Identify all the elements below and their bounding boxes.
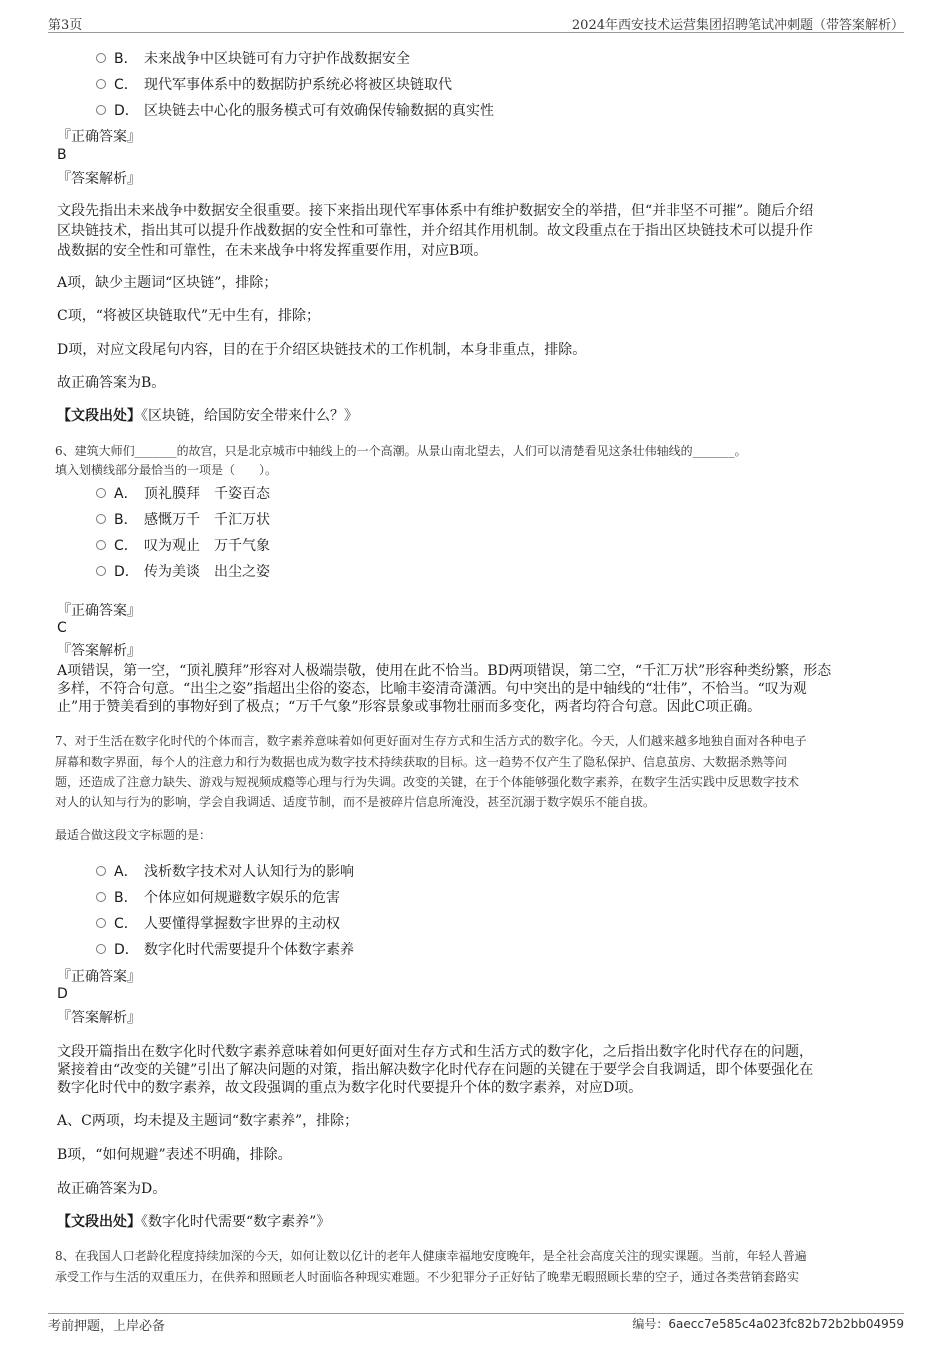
q5-conclusion: 故正确答案为B。: [57, 375, 166, 391]
q6-option-b[interactable]: B． 感慨万千 千汇万状: [96, 509, 270, 529]
radio-icon[interactable]: [96, 105, 106, 115]
radio-icon[interactable]: [96, 866, 106, 876]
q6-analysis-line: 多样，不符合句意。“出尘之姿”指超出尘俗的姿态，比喻丰姿清奇潇洒。句中突出的是中轴线的“壮伟”，不恰当。“叹为观: [57, 681, 807, 697]
q5-option-b[interactable]: B． 未来战争中区块链可有力守护作战数据安全: [96, 48, 410, 68]
q7-source: 【文段出处】《数字化时代需要“数字素养”》: [57, 1214, 331, 1230]
q7-prompt: 最适合做这段文字标题的是：: [55, 828, 212, 842]
q5-note-c: C项，“将被区块链取代”无中生有，排除；: [57, 308, 321, 324]
q5-analysis-line: 文段先指出未来战争中数据安全很重要。接下来指出现代军事体系中有维护数据安全的举措，但“并非坚不可摧”。随后介绍: [57, 203, 814, 219]
q5-analysis-line: 区块链技术，指出其可以提升作战数据的安全性和可靠性，并介绍其作用机制。故文段重点在于指出区块链技术可以提升作: [57, 223, 813, 239]
q7-option-b[interactable]: B． 个体应如何规避数字娱乐的危害: [96, 887, 340, 907]
page-number: 第3页: [48, 18, 83, 33]
q7-option-d[interactable]: D． 数字化时代需要提升个体数字素养: [96, 939, 354, 959]
q7-answer: D: [57, 986, 68, 1002]
q6-analysis-line: A项错误，第一空，“顶礼膜拜”形容对人极端崇敬，使用在此不恰当。BD两项错误，第二空，“千汇万状”形容种类纷繁，形态: [57, 663, 832, 679]
radio-icon[interactable]: [96, 79, 106, 89]
q8-stem-line: 承受工作与生活的双重压力，在供养和照顾老人时面临各种现实难题。不少犯罪分子正好钻了晚辈无暇照顾长辈的空子，通过各类营销套路实: [55, 1270, 800, 1284]
page-footer: [48, 1313, 904, 1334]
q5-note-d: D项，对应文段尾句内容，目的在于介绍区块链技术的工作机制，本身非重点，排除。: [57, 342, 587, 358]
q5-analysis-line: 战数据的安全性和可靠性，在未来战争中将发挥重要作用，对应B项。: [57, 243, 488, 259]
q6-answer: C: [57, 620, 67, 636]
q5-option-d[interactable]: D． 区块链去中心化的服务模式可有效确保传输数据的真实性: [96, 100, 494, 120]
q5-analysis-label: 『答案解析』: [57, 171, 141, 187]
q5-option-c[interactable]: C． 现代军事体系中的数据防护系统必将被区块链取代: [96, 74, 452, 94]
radio-icon[interactable]: [96, 488, 106, 498]
q7-note-ac: A、C两项，均未提及主题词“数字素养”，排除；: [57, 1113, 359, 1129]
q5-source: 【文段出处】《区块链，给国防安全带来什么？》: [57, 408, 358, 424]
radio-icon[interactable]: [96, 892, 106, 902]
q6-stem: 6、建筑大师们_______的故宫，只是北京城市中轴线上的一个高潮。从景山南北望去，人们可以清楚看见这条壮伟轴线的_______。: [55, 444, 747, 458]
q8-stem-line: 8、在我国人口老龄化程度持续加深的今天，如何让数以亿计的老年人健康幸福地安度晚年，是全社会高度关注的现实课题。当前，年轻人普遍: [55, 1249, 807, 1263]
q5-answer: B: [57, 147, 67, 163]
q7-analysis-label: 『答案解析』: [57, 1010, 141, 1026]
q6-option-a[interactable]: A． 顶礼膜拜 千姿百态: [96, 483, 270, 503]
page-header: [48, 12, 904, 33]
q7-stem-line: 题，还造成了注意力缺失、游戏与短视频成瘾等心理与行为失调。改变的关键，在于个体能够强化数字素养，在数字生活实践中反思数字技术: [55, 775, 800, 789]
q6-analysis-line: 止”用于赞美看到的事物好到了极点；“万千气象”形容景象或事物壮丽而多变化，两者均符合句意。因此C项正确。: [57, 699, 762, 715]
q7-answer-label: 『正确答案』: [57, 969, 141, 985]
radio-icon[interactable]: [96, 540, 106, 550]
q6-option-d[interactable]: D． 传为美谈 出尘之姿: [96, 561, 270, 581]
q5-answer-label: 『正确答案』: [57, 129, 141, 145]
q7-note-b: B项，“如何规避”表述不明确，排除。: [57, 1147, 292, 1163]
q7-stem-line: 7、对于生活在数字化时代的个体而言，数字素养意味着如何更好面对生存方式和生活方式的数字化。今天，人们越来越多地独自面对各种电子: [55, 734, 807, 748]
radio-icon[interactable]: [96, 53, 106, 63]
q7-option-c[interactable]: C． 人要懂得掌握数字世界的主动权: [96, 913, 340, 933]
q7-stem-line: 屏幕和数字界面，每个人的注意力和行为数据也成为数字技术持续获取的目标。这一趋势不仅产生了隐私保护、信息茧房、大数据杀熟等问: [55, 755, 788, 769]
q7-stem-line: 对人的认知与行为的影响，学会自我调适、适度节制，而不是被碎片信息所淹没，甚至沉溺于数字娱乐不能自拔。: [55, 795, 656, 809]
radio-icon[interactable]: [96, 944, 106, 954]
q5-note-a: A项，缺少主题词“区块链”，排除；: [57, 275, 278, 291]
q6-option-c[interactable]: C． 叹为观止 万千气象: [96, 535, 270, 555]
radio-icon[interactable]: [96, 918, 106, 928]
footer-slogan: 考前押题，上岸必备: [48, 1319, 166, 1334]
q6-answer-label: 『正确答案』: [57, 603, 141, 619]
q7-analysis-line: 数字化时代中的数字素养，故文段强调的重点为数字化时代要提升个体的数字素养，对应D项。: [57, 1080, 643, 1096]
q7-analysis-line: 紧接着由“改变的关键”引出了解决问题的对策，指出解决数字化时代存在问题的关键在于要学会自我调适，即个体要强化在: [57, 1062, 814, 1078]
q7-analysis-line: 文段开篇指出在数字化时代数字素养意味着如何更好面对生存方式和生活方式的数字化，之后指出数字化时代存在的问题，: [57, 1044, 813, 1060]
q7-conclusion: 故正确答案为D。: [57, 1181, 167, 1197]
document-code: 编号：6aecc7e585c4a023fc82b72b2bb04959: [632, 1317, 904, 1331]
q7-option-a[interactable]: A． 浅析数字技术对人认知行为的影响: [96, 861, 354, 881]
document-title: 2024年西安技术运营集团招聘笔试冲刺题（带答案解析）: [571, 18, 904, 33]
radio-icon[interactable]: [96, 566, 106, 576]
q6-prompt: 填入划横线部分最恰当的一项是（ ）。: [55, 463, 278, 477]
q6-analysis-label: 『答案解析』: [57, 643, 141, 659]
radio-icon[interactable]: [96, 514, 106, 524]
